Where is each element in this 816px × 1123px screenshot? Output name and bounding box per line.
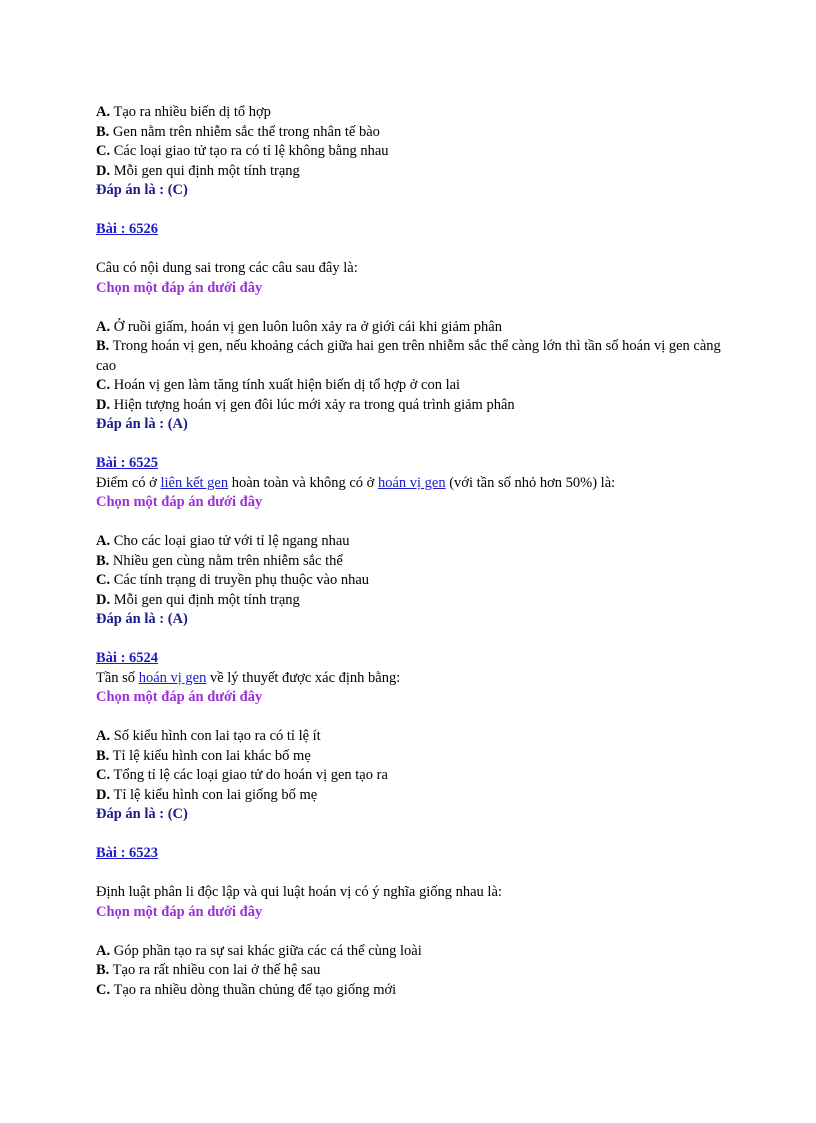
question-6524-block xyxy=(96,649,736,825)
option-b: B. Trong hoán vị gen, nếu khoảng cách giữa hai gen trên nhiễm sắc thể càng lớn thì tần số hoán vị gen càng cao xyxy=(96,338,721,374)
choose-prompt: Chọn một đáp án dưới đây xyxy=(96,279,263,296)
question-6526-block xyxy=(96,220,736,435)
option-a: A. Số kiểu hình con lai tạo ra có tỉ lệ ít xyxy=(96,728,321,744)
question-text: Câu có nội dung sai trong các câu sau đây là: xyxy=(96,260,358,276)
question-title[interactable]: Bài : 6523 xyxy=(96,845,159,861)
answer-text: Đáp án là : (A) xyxy=(96,416,188,432)
option-a: A. Góp phần tạo ra sự sai khác giữa các cá thể cùng loài xyxy=(96,942,422,959)
option-d: D. Mỗi gen qui định một tính trạng xyxy=(96,591,300,608)
option-b: B. Gen nằm trên nhiễm sắc thể trong nhân tế bào xyxy=(96,123,380,140)
option-d: D. Tỉ lệ kiểu hình con lai giống bố mẹ xyxy=(96,786,318,803)
answer-text: Đáp án là : (C) xyxy=(96,806,188,822)
option-a: A. Ở ruồi giấm, hoán vị gen luôn luôn xảy ra ở giới cái khi giảm phân xyxy=(96,318,502,335)
question-text: Điểm có ở liên kết gen hoàn toàn và không có ở hoán vị gen (với tần số nhỏ hơn 50%) là: xyxy=(96,474,616,491)
option-b: B. Tỉ lệ kiểu hình con lai khác bố mẹ xyxy=(96,747,311,764)
option-c: C. Tạo ra nhiều dòng thuần chủng để tạo giống mới xyxy=(96,981,397,998)
link-hoan-vi-gen[interactable]: hoán vị gen xyxy=(138,669,207,686)
option-c: C. Hoán vị gen làm tăng tính xuất hiện biến dị tổ hợp ở con lai xyxy=(96,377,461,393)
question-title[interactable]: Bài : 6524 xyxy=(96,650,159,666)
question-6523-block xyxy=(96,844,736,1000)
question-title[interactable]: Bài : 6525 xyxy=(96,455,159,471)
question-title[interactable]: Bài : 6526 xyxy=(96,221,159,237)
question-6527-block xyxy=(96,103,736,201)
option-b: B. Tạo ra rất nhiều con lai ở thế hệ sau xyxy=(96,962,321,978)
link-lien-ket-gen[interactable]: liên kết gen xyxy=(160,474,229,491)
document-page xyxy=(96,103,736,1000)
option-d: D. Mỗi gen qui định một tính trạng xyxy=(96,162,300,179)
option-a: A. Tạo ra nhiều biến dị tổ hợp xyxy=(96,104,271,120)
choose-prompt: Chọn một đáp án dưới đây xyxy=(96,494,263,510)
answer-text: Đáp án là : (C) xyxy=(96,182,188,198)
choose-prompt: Chọn một đáp án dưới đây xyxy=(96,689,263,705)
option-c: C. Các loại giao tử tạo ra có tỉ lệ không bằng nhau xyxy=(96,143,389,159)
question-text: Định luật phân li độc lập và qui luật hoán vị có ý nghĩa giống nhau là: xyxy=(96,884,502,900)
question-text: Tần số hoán vị gen về lý thuyết được xác định bằng: xyxy=(96,669,401,686)
answer-text: Đáp án là : (A) xyxy=(96,611,188,627)
option-a: A. Cho các loại giao tử với tỉ lệ ngang nhau xyxy=(96,533,350,549)
option-b: B. Nhiều gen cùng nằm trên nhiễm sắc thể xyxy=(96,552,343,569)
option-c: C. Tổng tỉ lệ các loại giao tử do hoán vị gen tạo ra xyxy=(96,767,388,783)
option-c: C. Các tính trạng di truyền phụ thuộc vào nhau xyxy=(96,572,370,588)
question-6525-block xyxy=(96,454,736,630)
option-d: D. Hiện tượng hoán vị gen đôi lúc mới xảy ra trong quá trình giảm phân xyxy=(96,396,515,413)
link-hoan-vi-gen[interactable]: hoán vị gen xyxy=(377,474,446,491)
choose-prompt: Chọn một đáp án dưới đây xyxy=(96,903,263,920)
